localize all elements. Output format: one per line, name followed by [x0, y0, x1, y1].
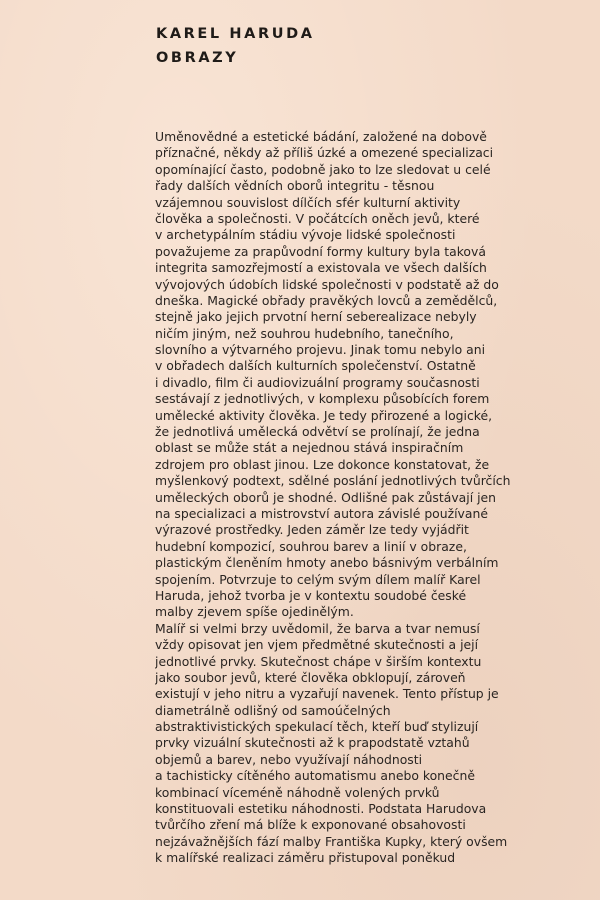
text-line: vždy opisovat jen vjem předmětné skutečnosti a její: [155, 637, 479, 653]
text-line: řady dalších vědních oborů integritu - těsnou: [155, 178, 435, 194]
text-line: opomínající často, podobně jako to lze sledovat u celé: [155, 161, 491, 177]
text-line: dneška. Magické obřady pravěkých lovců a zemědělců,: [155, 292, 498, 308]
text-line: spojením. Potvrzuje to celým svým dílem malíř Karel: [155, 571, 481, 587]
text-line: v archetypálním stádiu vývoje lidské společnosti: [155, 227, 456, 243]
author-name: KAREL HARUDA: [156, 26, 315, 42]
page-title: OBRAZY: [156, 50, 239, 66]
text-line: příznačné, někdy až příliš úzké a omezené specializaci: [155, 145, 494, 161]
text-line: diametrálně odlišný od samoúčelných: [155, 702, 391, 718]
header: [156, 22, 315, 70]
text-line: sestávají z jednotlivých, v komplexu působících forem: [155, 391, 490, 407]
text-line: oblast se může stát a nejednou stává inspiračním: [155, 440, 464, 456]
text-line: slovního a výtvarného projevu. Jinak tomu nebylo ani: [155, 342, 486, 358]
text-line: myšlenkový podtext, sdělné poslání jednotlivých tvůrčích: [155, 473, 511, 489]
text-line: Malíř si velmi brzy uvědomil, že barva a tvar nemusí: [155, 620, 480, 636]
text-line: integrita samozřejmostí a existovala ve všech dalších: [155, 260, 487, 276]
text-line: a tachisticky cítěného automatismu anebo konečně: [155, 768, 475, 784]
text-line: malby zjevem spíše ojedinělým.: [155, 604, 354, 620]
text-line: výrazové prostředky. Jeden záměr lze tedy vyjádřit: [155, 522, 469, 538]
text-line: na specializaci a mistrovství autora závislé používané: [155, 505, 488, 521]
text-line: abstraktivistických spekulací těch, kteří buď stylizují: [155, 719, 479, 735]
text-line: ničím jiným, než souhrou hudebního, tanečního,: [155, 325, 454, 341]
text-line: i divadlo, film či audiovizuální programy současnosti: [155, 374, 480, 390]
text-line: tvůrčího zření má blíže k exponované obsahovosti: [155, 817, 466, 833]
text-line: Uměnovědné a estetické bádání, založené na dobově: [155, 129, 487, 144]
text-line: zdrojem pro oblast jinou. Lze dokonce konstatovat, že: [155, 456, 490, 472]
text-line: že jednotlivá umělecká odvětví se prolínají, že jedna: [155, 424, 480, 440]
text-line: jako soubor jevů, které člověka obklopují, zároveň: [155, 669, 466, 685]
text-line: konstituovali estetiku náhodnosti. Podstata Harudova: [155, 801, 487, 817]
text-line: považujeme za prapůvodní formy kultury byla taková: [155, 243, 486, 259]
text-line: existují v jeho nitru a vyzařují navenek. Tento přístup je: [155, 686, 499, 702]
text-line: hudební kompozicí, souhrou barev a linií v obraze,: [155, 538, 467, 554]
text-line: Haruda, jehož tvorba je v kontextu soudobé české: [155, 587, 467, 603]
text-line: objemů a barev, nebo využívají náhodnosti: [155, 751, 423, 767]
text-line: nejzávažnějších fází malby Františka Kupky, který ovšem: [155, 833, 508, 849]
text-line: v obřadech dalších kulturních společenství. Ostatně: [155, 358, 476, 374]
text-line: prvky vizuální skutečnosti až k prapodstatě vztahů: [155, 735, 470, 751]
text-line: člověka a společnosti. V počátcích oněch jevů, které: [155, 210, 480, 226]
text-line: jednotlivé prvky. Skutečnost chápe v širším kontextu: [155, 653, 482, 669]
text-line: umělecké aktivity člověka. Je tedy přirozené a logické,: [155, 407, 493, 423]
text-line: uměleckých oborů je shodné. Odlišné pak zůstávají jen: [155, 489, 496, 505]
text-line: kombinací víceméně náhodně volených prvků: [155, 784, 440, 800]
text-line: k malířské realizaci záměru přistupoval poněkud: [155, 850, 456, 866]
text-line: stejně jako jejich prvotní herní seberealizace nebyly: [155, 309, 477, 325]
text-line: vývojových údobích lidské společnosti v podstatě až do: [155, 276, 499, 292]
body-text: [155, 129, 555, 867]
text-line: plastickým členěním hmoty anebo básnivým verbálním: [155, 555, 499, 571]
text-line: vzájemnou souvislost dílčích sfér kulturní aktivity: [155, 194, 461, 210]
